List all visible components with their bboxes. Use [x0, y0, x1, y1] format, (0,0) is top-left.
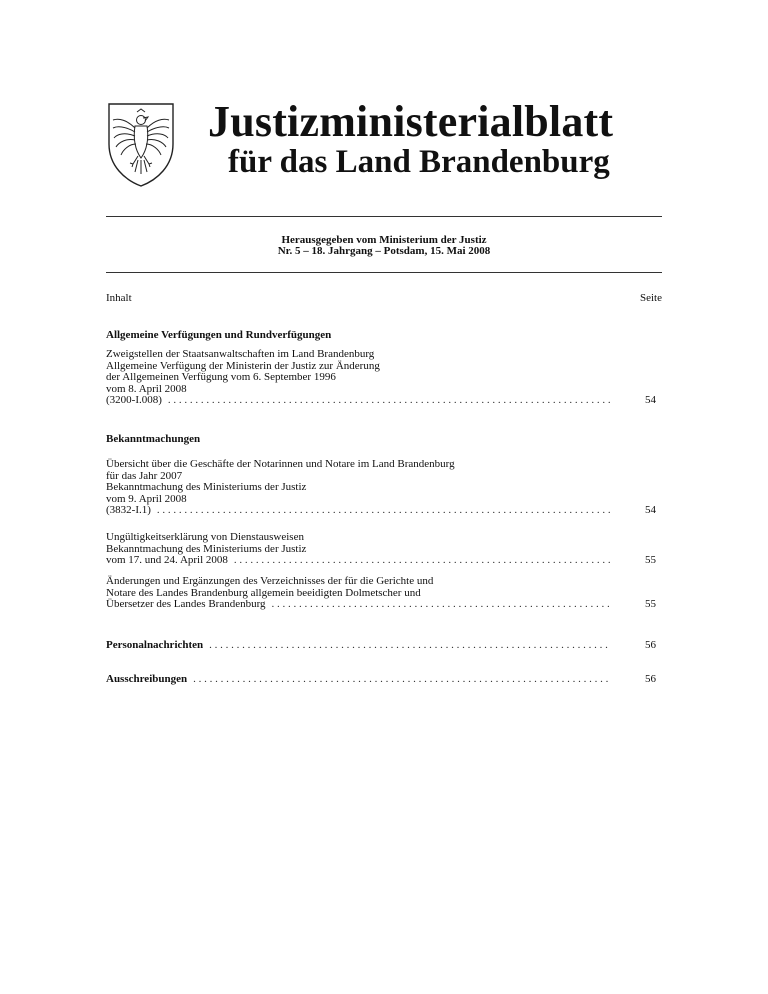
entry-line: Ungültigkeitserklärung von Dienstausweisen: [106, 531, 304, 543]
entry-line: der Allgemeinen Verfügung vom 6. September 1996: [106, 371, 336, 384]
page-number: 54: [645, 504, 656, 517]
entry-line: (3832-I.1): [106, 504, 151, 517]
entry-line: Bekanntmachung des Ministeriums der Justiz: [106, 481, 307, 494]
section-heading: Bekanntmachungen: [106, 433, 201, 445]
dot-leader: [234, 555, 610, 567]
bottom-divider: [106, 272, 662, 273]
entry-line: vom 9. April 2008: [106, 492, 187, 505]
page-number: 56: [645, 673, 656, 685]
journal-subtitle: für das Land Brandenburg: [228, 144, 610, 180]
issue-line: Nr. 5 – 18. Jahrgang – Potsdam, 15. Mai 2008: [277, 245, 491, 257]
section-heading: Personalnachrichten: [106, 639, 204, 651]
entry-line: Änderungen und Ergänzungen des Verzeichnisses der für die Gerichte und: [106, 575, 434, 587]
entry-line: Bekanntmachung des Ministeriums der Justiz: [106, 542, 307, 555]
publisher-line: Herausgegeben vom Ministerium der Justiz: [281, 234, 487, 246]
contents-label: Inhalt: [106, 292, 132, 304]
entry-line: vom 8. April 2008: [106, 382, 187, 395]
top-divider: [106, 216, 662, 217]
section-heading: Allgemeine Verfügungen und Rundverfügungen: [106, 329, 332, 341]
toc-entry[interactable]: [106, 532, 662, 567]
page-number: 55: [645, 598, 656, 611]
dot-leader: [272, 599, 610, 611]
section-heading: Ausschreibungen: [106, 673, 188, 685]
toc-section-entry[interactable]: [106, 674, 662, 686]
journal-title: Justizministerialblatt: [208, 97, 614, 146]
toc-entry[interactable]: [106, 349, 662, 407]
page-number: 54: [645, 394, 656, 407]
toc-entry[interactable]: [106, 576, 662, 611]
dot-leader: [193, 674, 610, 686]
page-number: 55: [645, 554, 656, 567]
entry-line: für das Jahr 2007: [106, 469, 183, 482]
dot-leader: [209, 640, 610, 652]
toc-section-entry[interactable]: [106, 640, 662, 652]
toc-entry[interactable]: [106, 459, 662, 517]
entry-line: Notare des Landes Brandenburg allgemein beeidigten Dolmetscher und: [106, 586, 421, 599]
entry-line: Zweigstellen der Staatsanwaltschaften im Land Brandenburg: [106, 348, 375, 360]
entry-line: Übersetzer des Landes Brandenburg: [106, 598, 266, 611]
entry-line: Allgemeine Verfügung der Ministerin der Justiz zur Änderung: [106, 359, 380, 372]
dot-leader: [168, 395, 610, 407]
entry-line: vom 17. und 24. April 2008: [106, 554, 228, 567]
dot-leader: [157, 505, 610, 517]
page-column-label: Seite: [640, 292, 662, 304]
brandenburg-eagle-crest-icon: [105, 100, 177, 188]
entry-line: (3200-I.008): [106, 394, 162, 407]
page-number: 56: [645, 639, 656, 651]
entry-line: Übersicht über die Geschäfte der Notarinnen und Notare im Land Brandenburg: [106, 458, 455, 470]
